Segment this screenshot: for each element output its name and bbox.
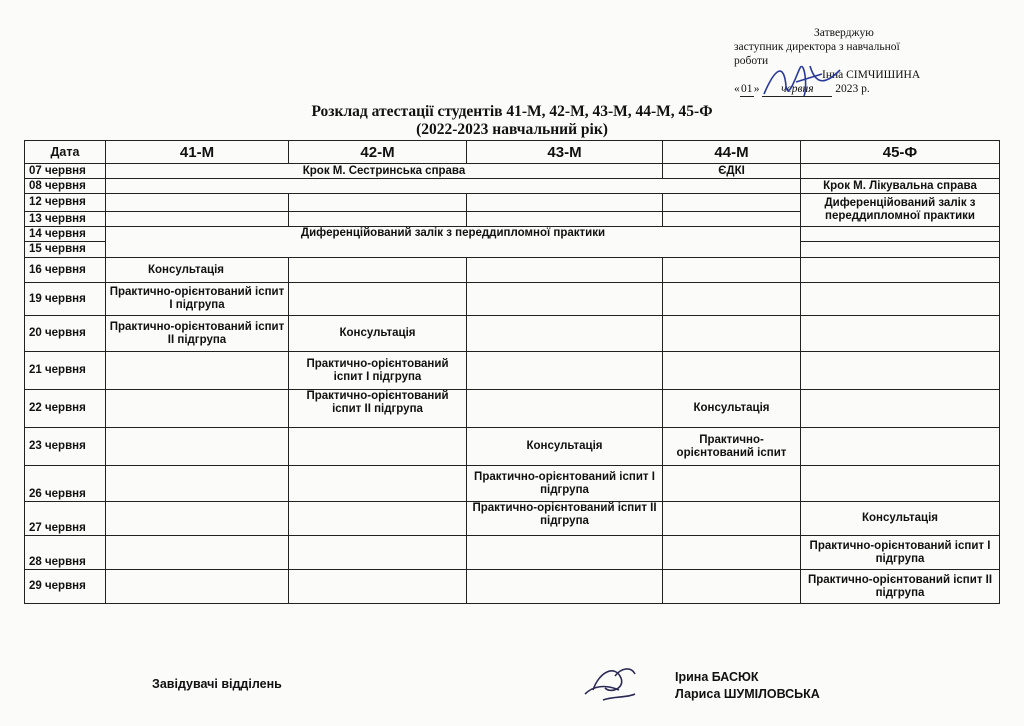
- cell-empty: [663, 283, 801, 316]
- row-date: 15 червня: [25, 242, 106, 258]
- schedule-title: Розклад атестації студентів 41-М, 42-М, 43-М, 44-М, 45-Ф: [311, 103, 713, 120]
- cell-empty: [106, 390, 289, 428]
- heads-signature: [575, 660, 665, 708]
- row-date: 12 червня: [25, 194, 106, 212]
- header-41m: 41-М: [106, 141, 289, 164]
- footer-names: [675, 669, 820, 703]
- cell-empty: [801, 316, 1000, 352]
- row-date: 22 червня: [25, 390, 106, 428]
- row-date: 20 червня: [25, 316, 106, 352]
- row-date: 16 червня: [25, 258, 106, 283]
- cell-exam1-42m: Практично-орієнтований іспит І підгрупа: [289, 352, 467, 390]
- header-44m: 44-М: [663, 141, 801, 164]
- footer-label: Завідувачі відділень: [152, 677, 282, 691]
- header-date: Дата: [25, 141, 106, 164]
- cell-empty: [801, 352, 1000, 390]
- header-42m: 42-М: [289, 141, 467, 164]
- cell-empty: [801, 227, 1000, 242]
- table-row: [25, 390, 1000, 428]
- cell-empty: [289, 283, 467, 316]
- header-45f: 45-Ф: [801, 141, 1000, 164]
- cell-empty: [801, 164, 1000, 179]
- cell-empty: [663, 316, 801, 352]
- cell-empty: [106, 570, 289, 604]
- cell-exam2-42m: Практично-орієнтований іспит ІІ підгрупа: [289, 390, 467, 428]
- cell-empty: [663, 502, 801, 536]
- schedule-subtitle: (2022-2023 навчальний рік): [416, 121, 608, 138]
- row-date: 08 червня: [25, 179, 106, 194]
- approval-signature: [756, 56, 846, 106]
- table-header-row: [25, 141, 1000, 164]
- cell-exam-44m: Практично-орієнтований іспит: [663, 428, 801, 466]
- cell-empty: [467, 316, 663, 352]
- row-date: 07 червня: [25, 164, 106, 179]
- table-row: [25, 536, 1000, 570]
- cell-empty: [801, 390, 1000, 428]
- approval-date: «01» червня 2023 р.: [734, 83, 870, 95]
- cell-empty: [289, 466, 467, 502]
- row-date: 21 червня: [25, 352, 106, 390]
- cell-consult-42m: Консультація: [289, 316, 467, 352]
- row-date: 23 червня: [25, 428, 106, 466]
- approval-name: Інна СІМЧИШИНА: [822, 69, 921, 81]
- cell-empty: [289, 428, 467, 466]
- cell-empty: [663, 352, 801, 390]
- row-date: 19 червня: [25, 283, 106, 316]
- table-row: [25, 502, 1000, 536]
- cell-empty: [467, 258, 663, 283]
- cell-empty: [106, 502, 289, 536]
- cell-exam2-45f: Практично-орієнтований іспит ІІ підгрупа: [801, 570, 1000, 604]
- footer-name-2: Лариса ШУМІЛОВСЬКА: [675, 687, 820, 701]
- row-date: 14 червня: [25, 227, 106, 242]
- cell-consult-44m: Консультація: [663, 390, 801, 428]
- cell-empty: [801, 242, 1000, 258]
- cell-exam2-41m: Практично-орієнтований іспит ІІ підгрупа: [106, 316, 289, 352]
- cell-empty: [467, 570, 663, 604]
- cell-krok-likuv: Крок М. Лікувальна справа: [801, 179, 1000, 194]
- table-row: [25, 570, 1000, 604]
- cell-empty: [106, 536, 289, 570]
- table-row: [25, 258, 1000, 283]
- cell-empty: [467, 283, 663, 316]
- table-row: [25, 316, 1000, 352]
- table-row: [25, 179, 1000, 194]
- table-row: [25, 352, 1000, 390]
- cell-empty: [106, 428, 289, 466]
- cell-empty: [801, 428, 1000, 466]
- table-row: [25, 164, 1000, 179]
- cell-empty: [289, 536, 467, 570]
- cell-empty: [289, 502, 467, 536]
- row-date: 28 червня: [25, 536, 106, 570]
- cell-dz-45f: Диференційований залік з переддипломної практики: [801, 194, 1000, 227]
- cell-empty: [106, 194, 289, 212]
- header-43m: 43-М: [467, 141, 663, 164]
- cell-empty: [289, 194, 467, 212]
- cell-dz-all-text: Диференційований залік з переддипломної практики: [300, 227, 606, 239]
- cell-empty: [801, 283, 1000, 316]
- row-date: 29 червня: [25, 570, 106, 604]
- cell-consult-43m: Консультація: [467, 428, 663, 466]
- table-row: [25, 194, 1000, 212]
- table-row: [25, 227, 1000, 242]
- cell-edki: ЄДКІ: [663, 164, 801, 179]
- approval-position-1: заступник директора з навчальної: [734, 41, 900, 53]
- cell-empty: [106, 352, 289, 390]
- cell-empty: [289, 570, 467, 604]
- cell-empty: [801, 466, 1000, 502]
- table-row: [25, 283, 1000, 316]
- cell-empty: [663, 536, 801, 570]
- cell-empty: [663, 570, 801, 604]
- approval-position-2: роботи: [734, 55, 769, 67]
- cell-consult-45f: Консультація: [801, 502, 1000, 536]
- cell-empty: [663, 194, 801, 212]
- cell-exam1-43m: Практично-орієнтований іспит І підгрупа: [467, 466, 663, 502]
- cell-empty: [467, 352, 663, 390]
- cell-empty: [467, 212, 663, 227]
- cell-exam1-41m: Практично-орієнтований іспит І підгрупа: [106, 283, 289, 316]
- cell-krok-sestr: Крок М. Сестринська справа: [106, 164, 663, 179]
- cell-empty: [467, 194, 663, 212]
- approval-title: Затверджую: [814, 27, 874, 39]
- cell-empty: [467, 536, 663, 570]
- cell-empty: [106, 212, 289, 227]
- cell-empty: [289, 212, 467, 227]
- cell-empty: [106, 466, 289, 502]
- cell-empty: [663, 212, 801, 227]
- footer-name-1: Ірина БАСЮК: [675, 670, 759, 684]
- table-row: [25, 466, 1000, 502]
- cell-consult-41m: Консультація: [106, 258, 289, 283]
- cell-empty: [801, 258, 1000, 283]
- cell-dz-all: [106, 227, 801, 258]
- cell-empty: [106, 179, 801, 194]
- schedule-table: [24, 140, 1000, 604]
- cell-empty: [467, 390, 663, 428]
- row-date: 26 червня: [25, 466, 106, 502]
- row-date: 27 червня: [25, 502, 106, 536]
- row-date: 13 червня: [25, 212, 106, 227]
- cell-empty: [663, 258, 801, 283]
- cell-empty: [663, 466, 801, 502]
- cell-exam1-45f: Практично-орієнтований іспит І підгрупа: [801, 536, 1000, 570]
- table-row: [25, 428, 1000, 466]
- cell-empty: [289, 258, 467, 283]
- cell-exam2-43m: Практично-орієнтований іспит ІІ підгрупа: [467, 502, 663, 536]
